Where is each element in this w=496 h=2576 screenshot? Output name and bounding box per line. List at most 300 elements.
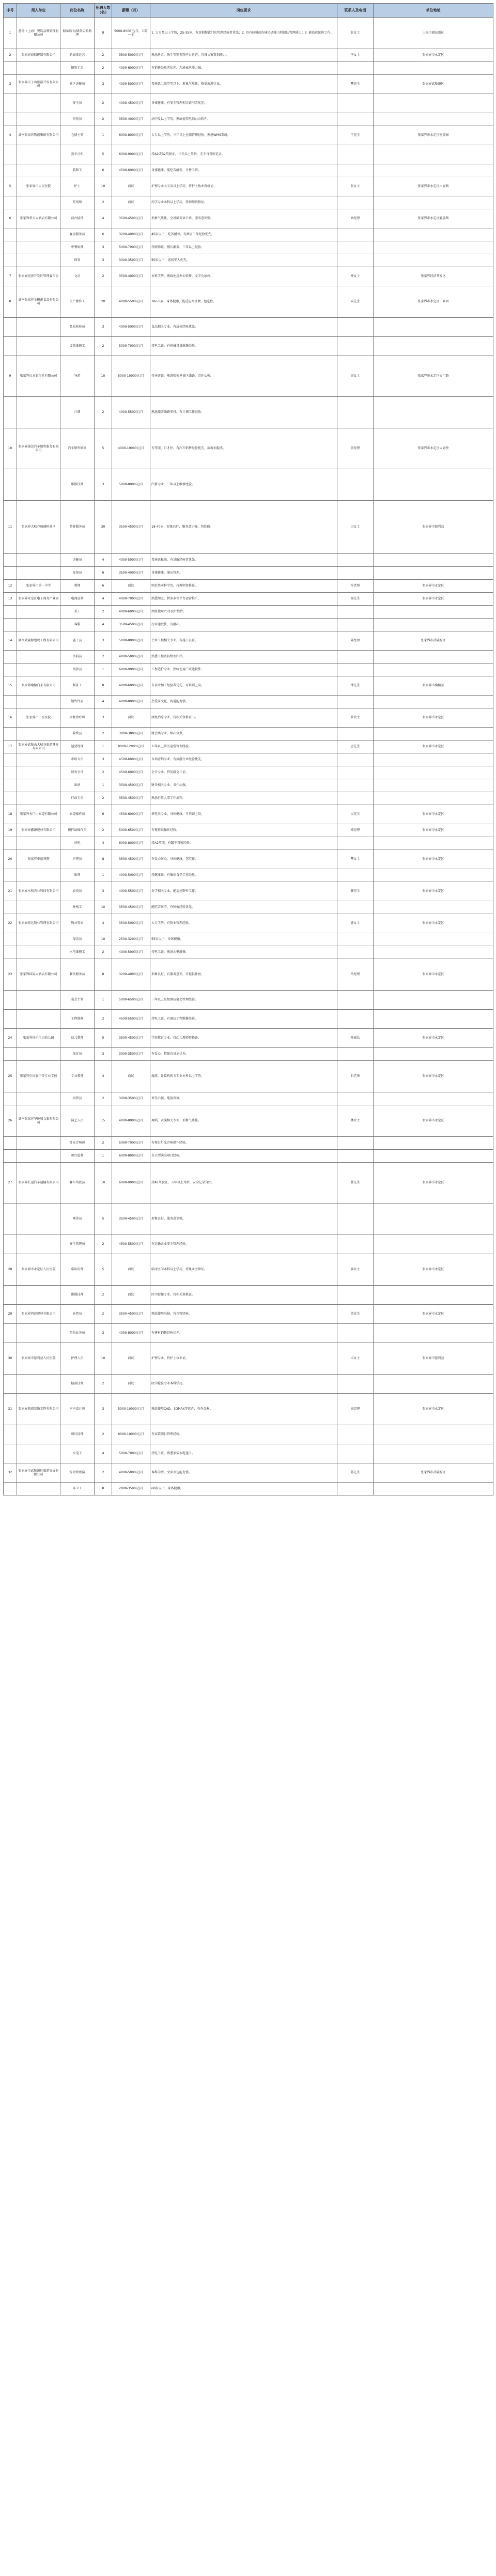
position-name-cell: 装卸工	[60, 164, 95, 177]
address-cell: 张家界市永定区	[374, 1394, 493, 1425]
contact-cell: 向先生	[337, 286, 374, 318]
contact-cell: 覃女士	[337, 850, 374, 869]
table-row	[4, 1324, 493, 1343]
salary-cell: 4000-5000元/月	[112, 651, 150, 664]
employer-name-cell: 张家界宏达物业管理有限公司	[17, 914, 60, 933]
position-name-cell: 销售专员	[60, 62, 95, 75]
contact-cell: 王先生	[337, 126, 374, 145]
salary-cell: 4000-8000元/月	[112, 1324, 150, 1343]
contact-cell: 蒋先生	[337, 1463, 374, 1483]
employer-name-cell	[17, 792, 60, 805]
salary-cell: 4000-5000元/月	[112, 1463, 150, 1483]
hiring-count-cell: 2	[95, 196, 112, 209]
table-row	[4, 651, 493, 664]
salary-cell: 4000-5000元/月	[112, 318, 150, 337]
row-number-cell	[4, 1286, 17, 1305]
row-number-cell: 21	[4, 882, 17, 901]
position-name-cell: 司机	[60, 837, 95, 850]
contact-cell	[337, 318, 374, 337]
salary-cell: 3500-4500元/月	[112, 850, 150, 869]
salary-cell: 5000-6500元/月	[112, 991, 150, 1010]
table-row	[4, 914, 493, 933]
address-cell	[374, 1444, 493, 1463]
employer-name-cell	[17, 241, 60, 254]
header-salary: 薪酬（月）	[112, 4, 150, 18]
salary-cell: 面议	[112, 1286, 150, 1305]
salary-cell: 4000-5000元/月	[112, 869, 150, 882]
address-cell	[374, 728, 493, 741]
table-row	[4, 619, 493, 631]
salary-cell: 3500-4000元/月	[112, 113, 150, 126]
table-row	[4, 753, 493, 766]
hiring-count-cell: 2	[95, 94, 112, 113]
contact-cell	[337, 62, 374, 75]
row-number-cell: 27	[4, 1163, 17, 1204]
requirements-cell: 熟练使用CAD、3DMAX等软件，有作品集。	[150, 1394, 337, 1425]
hiring-count-cell: 2	[95, 651, 112, 664]
salary-cell: 3500-4500元/月	[112, 779, 150, 792]
table-row	[4, 1254, 493, 1286]
table-row	[4, 1204, 493, 1235]
table-row	[4, 593, 493, 606]
table-row	[4, 933, 493, 946]
contact-cell: 卓女士	[337, 1343, 374, 1375]
position-name-cell: 乘务员	[60, 1204, 95, 1235]
header-position: 岗位名称	[60, 4, 95, 18]
address-cell: 张家界市永定区工业园	[374, 286, 493, 318]
contact-cell	[337, 753, 374, 766]
table-row	[4, 228, 493, 241]
employer-name-cell	[17, 1286, 60, 1305]
position-name-cell: 中餐厨师	[60, 241, 95, 254]
position-name-cell: 收费员	[60, 728, 95, 741]
position-name-cell: 工程维修	[60, 1010, 95, 1029]
requirements-cell: 工程造价专业，熟练使用广联达软件。	[150, 664, 337, 676]
table-row	[4, 554, 493, 567]
hiring-count-cell: 2	[95, 1305, 112, 1324]
address-cell	[374, 1150, 493, 1163]
requirements-cell: 持厨师证，擅长湘菜，三年以上经验。	[150, 241, 337, 254]
employer-name-cell: 张家界天子山旅游开发有限公司	[17, 75, 60, 94]
contact-cell	[337, 1150, 374, 1163]
contact-cell	[337, 1375, 374, 1394]
salary-cell: 5000-7000元/月	[112, 241, 150, 254]
position-name-cell: 售票员	[60, 113, 95, 126]
employer-name-cell	[17, 1375, 60, 1394]
address-cell: 张家界市永定区	[374, 49, 493, 62]
row-number-cell	[4, 933, 17, 946]
salary-cell: 4000-5000元/月	[112, 75, 150, 94]
contact-cell: 彭女士	[337, 18, 374, 49]
row-number-cell	[4, 869, 17, 882]
requirements-cell: 持电工证，有酒店工程维修经验。	[150, 1010, 337, 1029]
requirements-cell: 护理专业大专及以上学历，持护士执业资格证。	[150, 177, 337, 196]
hiring-count-cell: 10	[95, 933, 112, 946]
address-cell: 张家界市永定区	[374, 1254, 493, 1286]
table-row	[4, 75, 493, 94]
contact-cell: 龚先生	[337, 882, 374, 901]
contact-cell: 唐先生	[337, 741, 374, 753]
salary-cell: 4000-5500元/月	[112, 286, 150, 318]
address-cell	[374, 1137, 493, 1150]
contact-cell: 周女士	[337, 356, 374, 397]
salary-cell: 5000-7000元/月	[112, 1137, 150, 1150]
table-row	[4, 356, 493, 397]
position-name-cell: 舞台监督	[60, 1150, 95, 1163]
row-number-cell	[4, 1150, 17, 1163]
position-name-cell: 保洁员	[60, 933, 95, 946]
table-row	[4, 1105, 493, 1137]
address-cell: 张家界市永定区古庸路	[374, 177, 493, 196]
row-number-cell	[4, 1444, 17, 1463]
position-name-cell: 导游	[60, 356, 95, 397]
address-cell	[374, 1235, 493, 1254]
requirements-cell: 持A1驾驶证，五年以上驾龄，安全记录良好。	[150, 1163, 337, 1204]
table-row	[4, 49, 493, 62]
table-row	[4, 1343, 493, 1375]
contact-cell	[337, 1235, 374, 1254]
salary-cell: 面议	[112, 1375, 150, 1394]
row-number-cell	[4, 651, 17, 664]
requirements-cell: 持电工证，有机械设备维修经验。	[150, 337, 337, 356]
requirements-cell: 熟练使用PS等设计软件。	[150, 606, 337, 619]
requirements-cell: 有搅拌站操作经验。	[150, 824, 337, 837]
requirements-cell: 熟悉行政人事工作流程。	[150, 792, 337, 805]
position-name-cell: 安保员	[60, 567, 95, 580]
table-row	[4, 1425, 493, 1444]
table-row	[4, 113, 493, 126]
address-cell	[374, 254, 493, 267]
contact-cell	[337, 728, 374, 741]
address-cell: 张家界市永定区	[374, 805, 493, 824]
requirements-cell: 50岁以下，退伍军人优先。	[150, 254, 337, 267]
address-cell	[374, 1048, 493, 1061]
row-number-cell	[4, 991, 17, 1010]
address-cell	[374, 397, 493, 428]
hiring-count-cell: 5	[95, 1204, 112, 1235]
hiring-count-cell: 2	[95, 267, 112, 286]
employer-name-cell: 张家界永定区电子商务产业园	[17, 593, 60, 606]
table-row	[4, 1463, 493, 1483]
hiring-count-cell: 8	[95, 959, 112, 991]
employer-name-cell: 张家界市永定区人民医院	[17, 1254, 60, 1286]
salary-cell: 3500-4500元/月	[112, 501, 150, 554]
address-cell	[374, 1375, 493, 1394]
contact-cell	[337, 651, 374, 664]
row-number-cell: 6	[4, 209, 17, 228]
table-row	[4, 62, 493, 75]
salary-cell: 4000-8000元/月	[112, 1105, 150, 1137]
address-cell	[374, 196, 493, 209]
address-cell	[374, 94, 493, 113]
table-row	[4, 792, 493, 805]
position-name-cell: 保育员	[60, 1048, 95, 1061]
employer-name-cell: 张家界鸿运建材有限公司	[17, 1305, 60, 1324]
row-number-cell: 15	[4, 676, 17, 696]
contact-cell	[337, 779, 374, 792]
position-name-cell: 专业教师	[60, 1061, 95, 1092]
row-number-cell: 30	[4, 1343, 17, 1375]
position-name-cell: 客车驾驶员	[60, 1163, 95, 1204]
employer-name-cell	[17, 837, 60, 850]
requirements-cell: 有销售经验者优先，沟通表达能力强。	[150, 62, 337, 75]
employer-name-cell	[17, 1204, 60, 1235]
employer-name-cell: 湖南张家界物流集团有限公司	[17, 126, 60, 145]
contact-cell: 孙园长	[337, 1029, 374, 1048]
header-address: 单位地址	[374, 4, 493, 18]
requirements-cell: 会计专业，持初级会计证。	[150, 766, 337, 779]
position-name-cell: 幼儿教师	[60, 1029, 95, 1048]
position-name-cell: 综合管理岗	[60, 1463, 95, 1483]
hiring-count-cell: 2	[95, 824, 112, 837]
address-cell	[374, 337, 493, 356]
position-name-cell: 货车司机	[60, 145, 95, 164]
job-listing-table	[3, 3, 493, 1495]
hiring-count-cell: 10	[95, 1163, 112, 1204]
address-cell	[374, 901, 493, 914]
row-number-cell: 7	[4, 267, 17, 286]
address-cell	[374, 753, 493, 766]
hiring-count-cell: 3	[95, 882, 112, 901]
position-name-cell: 灯光音响师	[60, 1137, 95, 1150]
row-number-cell	[4, 113, 17, 126]
table-row	[4, 428, 493, 469]
salary-cell: 3500-4500元/月	[112, 619, 150, 631]
salary-cell: 4000-4500元/月	[112, 94, 150, 113]
contact-cell	[337, 664, 374, 676]
requirements-cell: 大专以上学历，三年以上仓储管理经验，熟悉WMS系统。	[150, 126, 337, 145]
hiring-count-cell: 2	[95, 397, 112, 428]
employer-name-cell	[17, 567, 60, 580]
position-name-cell: 护理员	[60, 850, 95, 869]
hiring-count-cell: 2	[95, 1235, 112, 1254]
requirements-cell: 食品相关专业，有质检经验优先。	[150, 318, 337, 337]
position-name-cell: 水电工	[60, 1444, 95, 1463]
contact-cell: 杨女士	[337, 267, 374, 286]
row-number-cell: 9	[4, 356, 17, 397]
row-number-cell	[4, 397, 17, 428]
requirements-cell: 形象良好，有服务意识，可提供住宿。	[150, 959, 337, 991]
position-name-cell: 景区讲解员	[60, 75, 95, 94]
position-name-cell: 安全管理员	[60, 1235, 95, 1254]
employer-name-cell: 张家界市武陵源区旅游发展有限公司	[17, 1463, 60, 1483]
contact-cell: 李女士	[337, 49, 374, 62]
header-contact: 联系人及电话	[337, 4, 374, 18]
position-name-cell: 销售业务员	[60, 1324, 95, 1343]
table-row	[4, 318, 493, 337]
salary-cell: 6000-10000元/月	[112, 1425, 150, 1444]
employer-name-cell	[17, 1425, 60, 1444]
hiring-count-cell: 6	[95, 580, 112, 593]
contact-cell	[337, 946, 374, 959]
salary-cell: 4000-6000元/月	[112, 606, 150, 619]
employer-name-cell	[17, 145, 60, 164]
employer-name-cell: 张家界市慈利县人民医院	[17, 1343, 60, 1375]
table-row	[4, 1092, 493, 1105]
address-cell: 张家界市永定区	[374, 1305, 493, 1324]
hiring-count-cell: 8	[95, 676, 112, 696]
salary-cell: 6000-8000元/月	[112, 837, 150, 850]
table-row	[4, 664, 493, 676]
table-row	[4, 696, 493, 708]
hiring-count-cell: 6	[95, 228, 112, 241]
salary-cell: 面议	[112, 580, 150, 593]
salary-cell: 4000-6000元/月	[112, 62, 150, 75]
employer-name-cell	[17, 62, 60, 75]
hiring-count-cell: 20	[95, 286, 112, 318]
address-cell	[374, 792, 493, 805]
hiring-count-cell: 8	[95, 18, 112, 49]
requirements-cell: 形象良好，服务意识强。	[150, 1204, 337, 1235]
row-number-cell	[4, 254, 17, 267]
table-row	[4, 850, 493, 869]
hiring-count-cell: 2	[95, 1286, 112, 1305]
requirements-cell: 熟悉抖音、快手等短视频平台运营，具备文案策划能力。	[150, 49, 337, 62]
contact-cell	[337, 766, 374, 779]
requirements-cell: 五年以上景区运营管理经验。	[150, 741, 337, 753]
row-number-cell	[4, 469, 17, 501]
position-name-cell: 运营经理	[60, 741, 95, 753]
employer-name-cell: 张家界永和农业科技有限公司	[17, 882, 60, 901]
address-cell	[374, 696, 493, 708]
hiring-count-cell: 4	[95, 1444, 112, 1463]
hiring-count-cell: 3	[95, 254, 112, 267]
employer-name-cell	[17, 933, 60, 946]
contact-cell	[337, 1204, 374, 1235]
salary-cell: 3500-4500元/月	[112, 792, 150, 805]
contact-cell	[337, 1286, 374, 1305]
row-number-cell	[4, 728, 17, 741]
employer-name-cell: 张家界市第一中学	[17, 580, 60, 593]
position-name-cell: 计调	[60, 397, 95, 428]
contact-cell	[337, 1092, 374, 1105]
position-name-cell: 预算员	[60, 664, 95, 676]
employer-name-cell: 张家界快乐宝贝幼儿园	[17, 1029, 60, 1048]
address-cell	[374, 1286, 493, 1305]
row-number-cell: 13	[4, 593, 17, 606]
table-row	[4, 1483, 493, 1495]
hiring-count-cell: 4	[95, 1061, 112, 1092]
row-number-cell: 20	[4, 850, 17, 869]
salary-cell: 3200-4000元/月	[112, 228, 150, 241]
salary-cell: 3500-5000元/月	[112, 49, 150, 62]
salary-cell: 3200-4000元/月	[112, 959, 150, 991]
address-cell: 张家界市永定区	[374, 741, 493, 753]
employer-name-cell: 张家界桑植白茶有限公司	[17, 676, 60, 696]
salary-cell: 6000-9000元/月	[112, 1163, 150, 1204]
table-row	[4, 779, 493, 792]
table-row	[4, 708, 493, 728]
address-cell	[374, 1483, 493, 1495]
requirements-cell: 医学影像专业，持相关资格证。	[150, 1286, 337, 1305]
hiring-count-cell: 2	[95, 1375, 112, 1394]
table-row	[4, 1305, 493, 1324]
requirements-cell: 60岁以下，身体健康。	[150, 1483, 337, 1495]
position-name-cell: 安全员	[60, 94, 95, 113]
contact-cell	[337, 991, 374, 1010]
position-name-cell: 种植工	[60, 901, 95, 914]
employer-name-cell	[17, 1235, 60, 1254]
requirements-cell: 本科学历，熟练使用办公软件，文字功底好。	[150, 267, 337, 286]
requirements-cell: 身体健康，有安全管理相关证书者优先。	[150, 94, 337, 113]
employer-name-cell: 蓝湾（上海）餐饮品牌管理有限公司	[17, 18, 60, 49]
row-number-cell	[4, 145, 17, 164]
requirements-cell: 大专学历，有物业管理经验。	[150, 914, 337, 933]
hiring-count-cell: 8	[95, 850, 112, 869]
employer-name-cell	[17, 753, 60, 766]
position-name-cell: 资料员	[60, 651, 95, 664]
requirements-cell: 持导游证，熟悉张家界景区线路，责任心强。	[150, 356, 337, 397]
requirements-cell: 师范类本科学历，持教师资格证。	[150, 580, 337, 593]
contact-cell	[337, 619, 374, 631]
hiring-count-cell: 3	[95, 1394, 112, 1425]
table-body	[4, 18, 493, 1495]
contact-cell	[337, 606, 374, 619]
address-cell: 张家界市永定区	[374, 1029, 493, 1048]
hiring-count-cell: 8	[95, 1483, 112, 1495]
requirements-cell: 普通话二级甲等以上，形象气质佳，热爱旅游行业。	[150, 75, 337, 94]
hiring-count-cell: 4	[95, 209, 112, 228]
address-cell	[374, 664, 493, 676]
row-number-cell: 22	[4, 914, 17, 933]
address-cell	[374, 164, 493, 177]
employer-name-cell	[17, 991, 60, 1010]
contact-cell	[337, 254, 374, 267]
requirements-cell: 普通话标准，有讲解经验者优先。	[150, 554, 337, 567]
row-number-cell	[4, 779, 17, 792]
address-cell	[374, 651, 493, 664]
hiring-count-cell: 1	[95, 779, 112, 792]
salary-cell: 4500-6000元/月	[112, 164, 150, 177]
address-cell	[374, 606, 493, 619]
contact-cell: 钟先生	[337, 676, 374, 696]
salary-cell: 6000-8000元/月	[112, 126, 150, 145]
requirements-cell: 持健康证，有集体食堂工作经验。	[150, 869, 337, 882]
row-number-cell	[4, 1048, 17, 1061]
position-name-cell: 宿管员	[60, 1092, 95, 1105]
table-row	[4, 469, 493, 501]
hiring-count-cell: 1	[95, 1150, 112, 1163]
hiring-count-cell: 5	[95, 145, 112, 164]
table-row	[4, 126, 493, 145]
contact-cell	[337, 1048, 374, 1061]
hiring-count-cell: 3	[95, 753, 112, 766]
address-cell	[374, 469, 493, 501]
employer-name-cell	[17, 164, 60, 177]
table-row	[4, 676, 493, 696]
hiring-count-cell: 4	[95, 914, 112, 933]
row-number-cell: 10	[4, 428, 17, 469]
position-name-cell: 水电维修工	[60, 946, 95, 959]
hiring-count-cell: 2	[95, 1425, 112, 1444]
salary-cell: 5000-8000元/月	[112, 631, 150, 651]
table-row	[4, 164, 493, 177]
row-number-cell	[4, 241, 17, 254]
position-name-cell: 物业管家	[60, 914, 95, 933]
position-name-cell: 农技员	[60, 882, 95, 901]
address-cell	[374, 869, 493, 882]
employer-name-cell	[17, 869, 60, 882]
hiring-count-cell: 2	[95, 1463, 112, 1483]
employer-name-cell	[17, 337, 60, 356]
contact-cell	[337, 696, 374, 708]
requirements-cell: 三年以上星级酒店宴会管理经验。	[150, 991, 337, 1010]
employer-name-cell	[17, 397, 60, 428]
position-name-cell: 演艺人员	[60, 1105, 95, 1137]
address-cell: 张家界经济开发区	[374, 267, 493, 286]
requirements-cell: 打字速度快，有耐心。	[150, 619, 337, 631]
requirements-cell: 财务相关专业，责任心强。	[150, 779, 337, 792]
